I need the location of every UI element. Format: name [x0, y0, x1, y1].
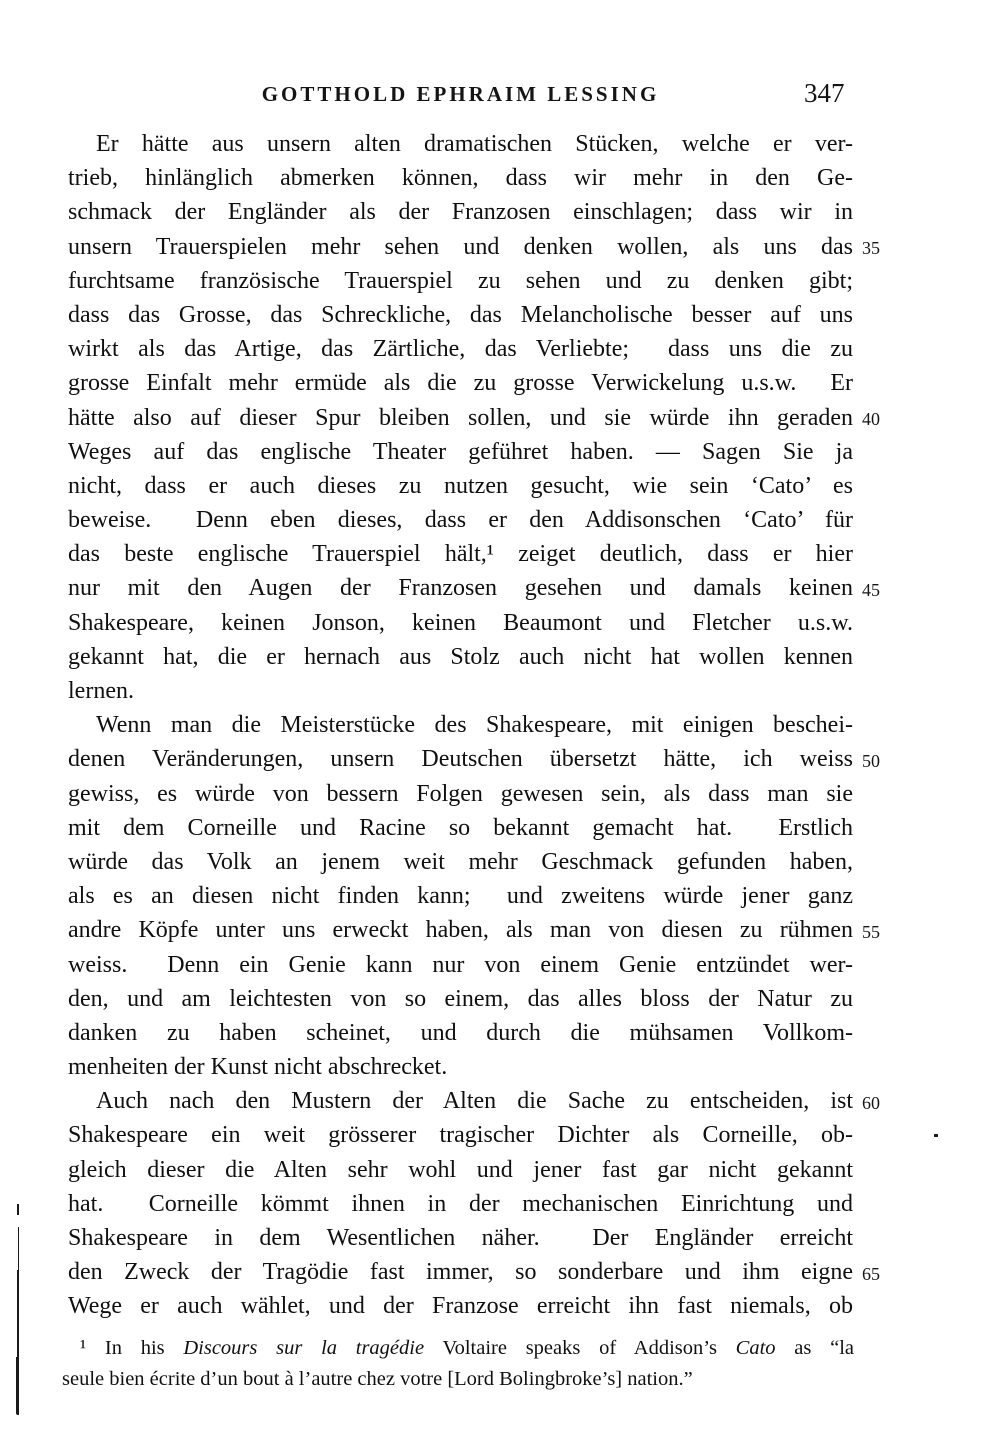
text-line: nur mit den Augen der Franzosen gesehen und damals keinen — [68, 575, 853, 602]
footnote-italic-text: Discours sur la tragédie — [183, 1337, 425, 1359]
margin-line-number: 55 — [862, 921, 880, 942]
text-line: lernen. — [68, 678, 134, 704]
footnote-italic-text: Cato — [735, 1337, 776, 1359]
text-line: Wenn man die Meisterstücke des Shakespeare, mit einigen beschei- — [96, 712, 853, 739]
footnote-text: seule bien écrite d’un bout à l’autre chez votre [Lord Bolingbroke’s] nation.” — [62, 1367, 693, 1390]
margin-line-number: 40 — [862, 408, 880, 429]
footnote-text: Voltaire speaks of Addison’s — [424, 1337, 736, 1359]
text-line: als es an diesen nicht finden kann; und zweitens würde jener ganz — [68, 883, 853, 910]
text-line: gewiss, es würde von bessern Folgen gewesen sein, als dass man sie — [68, 780, 853, 807]
text-line: grosse Einfalt mehr ermüde als die zu grosse Verwickelung u.s.w. Er — [68, 370, 853, 397]
footnote-line — [62, 1333, 854, 1364]
text-line: menheiten der Kunst nicht abschrecket. — [68, 1054, 448, 1081]
text-line: den, und am leichtesten von so einem, das alles bloss der Natur zu — [68, 985, 853, 1012]
scan-artifact-speck — [934, 1134, 938, 1137]
text-line: gleich dieser die Alten sehr wohl und jener fast gar nicht gekannt — [68, 1156, 853, 1183]
text-line: unsern Trauerspielen mehr sehen und denken wollen, als uns das — [68, 233, 853, 260]
text-line: beweise. Denn eben dieses, dass er den Addisonschen ‘Cato’ für — [68, 507, 853, 534]
margin-line-number: 45 — [862, 579, 880, 600]
text-line: schmack der Engländer als der Franzosen einschlagen; dass wir in — [68, 199, 853, 226]
text-line: Shakespeare ein weit grösserer tragischer Dichter als Corneille, ob- — [68, 1122, 853, 1149]
text-block — [68, 127, 853, 1324]
text-line: Shakespeare, keinen Jonson, keinen Beaumont und Fletcher u.s.w. — [68, 609, 853, 636]
margin-line-number: 35 — [862, 237, 880, 258]
text-line: nicht, dass er auch dieses zu nutzen gesucht, wie sein ‘Cato’ es — [68, 472, 853, 499]
text-line: das beste englische Trauerspiel hält,¹ zeiget deutlich, dass er hier — [68, 541, 853, 568]
text-line: weiss. Denn ein Genie kann nur von einem Genie entzündet wer- — [68, 951, 853, 978]
text-line: gekannt hat, die er hernach aus Stolz auch nicht hat wollen kennen — [68, 643, 853, 670]
text-line: Auch nach den Mustern der Alten die Sache zu entscheiden, ist — [96, 1088, 853, 1115]
text-line: furchtsame französische Trauerspiel zu sehen und zu denken gibt; — [68, 267, 853, 294]
text-line: den Zweck der Tragödie fast immer, so sonderbare und ihm eigne — [68, 1259, 853, 1286]
scan-artifact-line-top — [18, 1227, 19, 1271]
footnote-text: ¹ In his — [80, 1337, 184, 1359]
margin-line-number: 60 — [862, 1092, 880, 1113]
text-line: würde das Volk an jenem weit mehr Geschmack gefunden haben, — [68, 848, 853, 875]
scan-artifact-line-bottom — [16, 1357, 19, 1415]
text-line: Weges auf das englische Theater geführet haben. — Sagen Sie ja — [68, 438, 853, 465]
page-number: 347 — [804, 78, 845, 108]
text-line: hätte also auf dieser Spur bleiben sollen, und sie würde ihn geraden — [68, 404, 853, 431]
text-line: wirkt als das Artige, das Zärtliche, das Verliebte; dass uns die zu — [68, 336, 853, 363]
scan-artifact-line-middle — [17, 1270, 19, 1358]
margin-line-number: 50 — [862, 750, 880, 771]
text-line: dass das Grosse, das Schreckliche, das Melancholische besser auf uns — [68, 301, 853, 328]
footnote-line — [62, 1364, 854, 1395]
scan-artifact-tick — [17, 1204, 19, 1215]
footnote-text: as “la — [775, 1337, 854, 1359]
text-line: hat. Corneille kömmt ihnen in der mechanischen Einrichtung und — [68, 1190, 853, 1217]
margin-line-number: 65 — [862, 1263, 880, 1284]
text-line: danken zu haben scheinet, und durch die mühsamen Vollkom- — [68, 1019, 853, 1046]
footnote — [62, 1333, 854, 1394]
text-line: mit dem Corneille und Racine so bekannt gemacht hat. Erstlich — [68, 814, 853, 841]
running-header-title: GOTTHOLD EPHRAIM LESSING — [261, 82, 660, 106]
text-line: denen Veränderungen, unsern Deutschen übersetzt hätte, ich weiss — [68, 746, 853, 773]
text-line: Wege er auch wählet, und der Franzose erreicht ihn fast niemals, ob — [68, 1293, 853, 1320]
page-header — [68, 82, 853, 107]
text-line: Shakespeare in dem Wesentlichen näher. Der Engländer erreicht — [68, 1225, 853, 1251]
text-line: andre Köpfe unter uns erweckt haben, als man von diesen zu rühmen — [68, 917, 853, 944]
text-line: Er hätte aus unsern alten dramatischen Stücken, welche er ver- — [96, 131, 853, 157]
text-line: trieb, hinlänglich abmerken können, dass wir mehr in den Ge- — [68, 165, 853, 192]
